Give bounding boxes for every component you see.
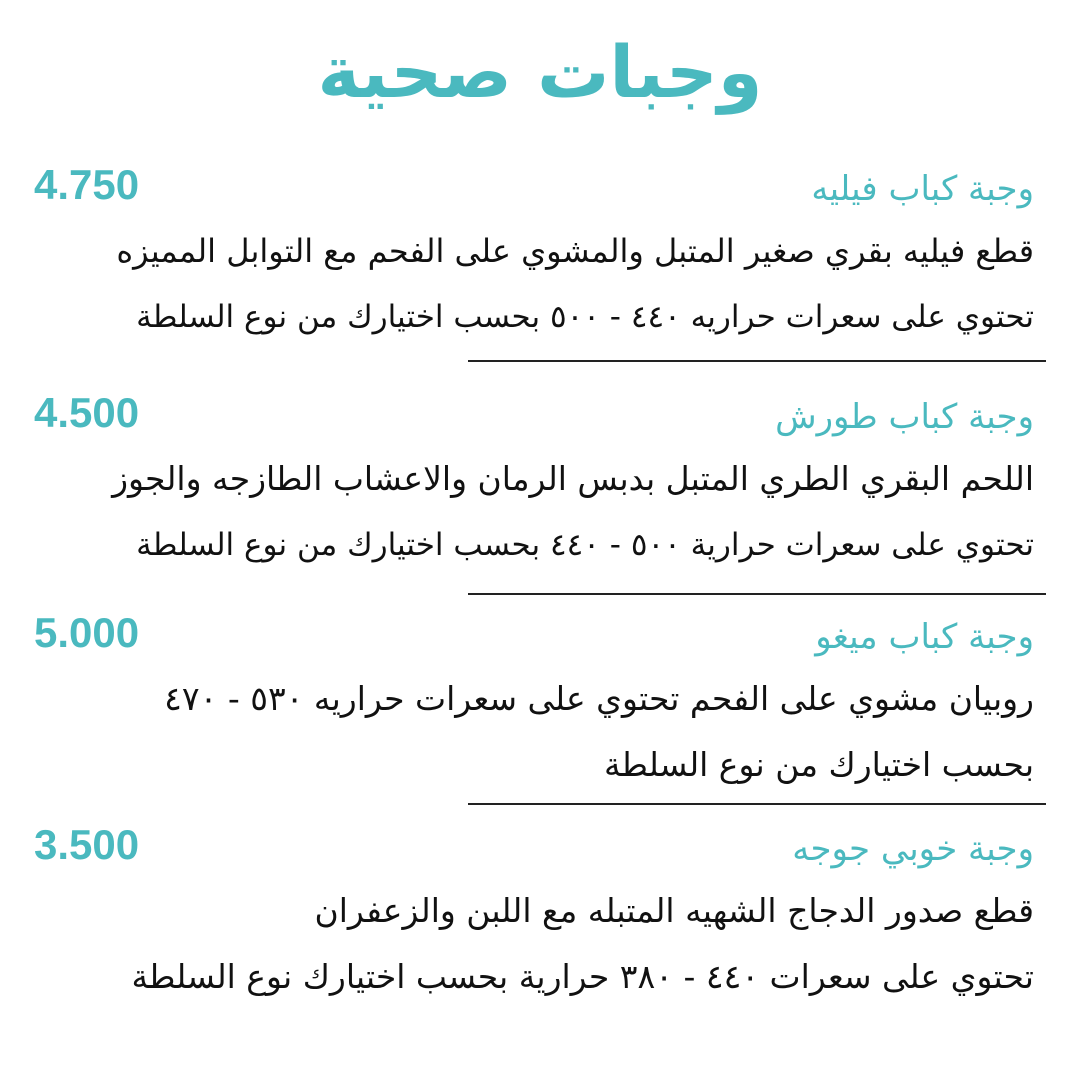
item-name: وجبة خوبي جوجه xyxy=(792,829,1034,869)
item-price: 4.750 xyxy=(34,161,140,208)
item-description: اللحم البقري الطري المتبل بدبس الرمان والاعشاب الطازجه والجوز xyxy=(112,459,1034,498)
divider xyxy=(468,803,1046,805)
item-name: وجبة كباب فيليه xyxy=(811,169,1034,209)
item-calories: تحتوي على سعرات حرارية ٥٠٠ - ٤٤٠ بحسب اختيارك من نوع السلطة xyxy=(136,527,1034,563)
item-description: قطع فيليه بقري صغير المتبل والمشوي على الفحم مع التوابل المميزه xyxy=(116,232,1034,270)
item-calories: تحتوي على سعرات حراريه ٤٤٠ - ٥٠٠ بحسب اختيارك من نوع السلطة xyxy=(136,299,1034,335)
item-name: وجبة كباب طورش xyxy=(775,397,1034,437)
divider xyxy=(468,360,1046,362)
page-title: وجبات صحية xyxy=(317,30,763,114)
item-calories: تحتوي على سعرات ٤٤٠ - ٣٨٠ حرارية بحسب اختيارك نوع السلطة xyxy=(131,957,1034,996)
item-description: قطع صدور الدجاج الشهيه المتبله مع اللبن والزعفران xyxy=(314,891,1034,930)
item-price: 4.500 xyxy=(34,389,140,436)
item-price: 3.500 xyxy=(34,821,140,868)
item-description: روبيان مشوي على الفحم تحتوي على سعرات حراريه ٥٣٠ - ٤٧٠ xyxy=(164,679,1034,718)
divider xyxy=(468,593,1046,595)
item-price: 5.000 xyxy=(34,609,140,656)
item-calories: بحسب اختيارك من نوع السلطة xyxy=(603,745,1034,784)
item-name: وجبة كباب ميغو xyxy=(815,617,1034,657)
